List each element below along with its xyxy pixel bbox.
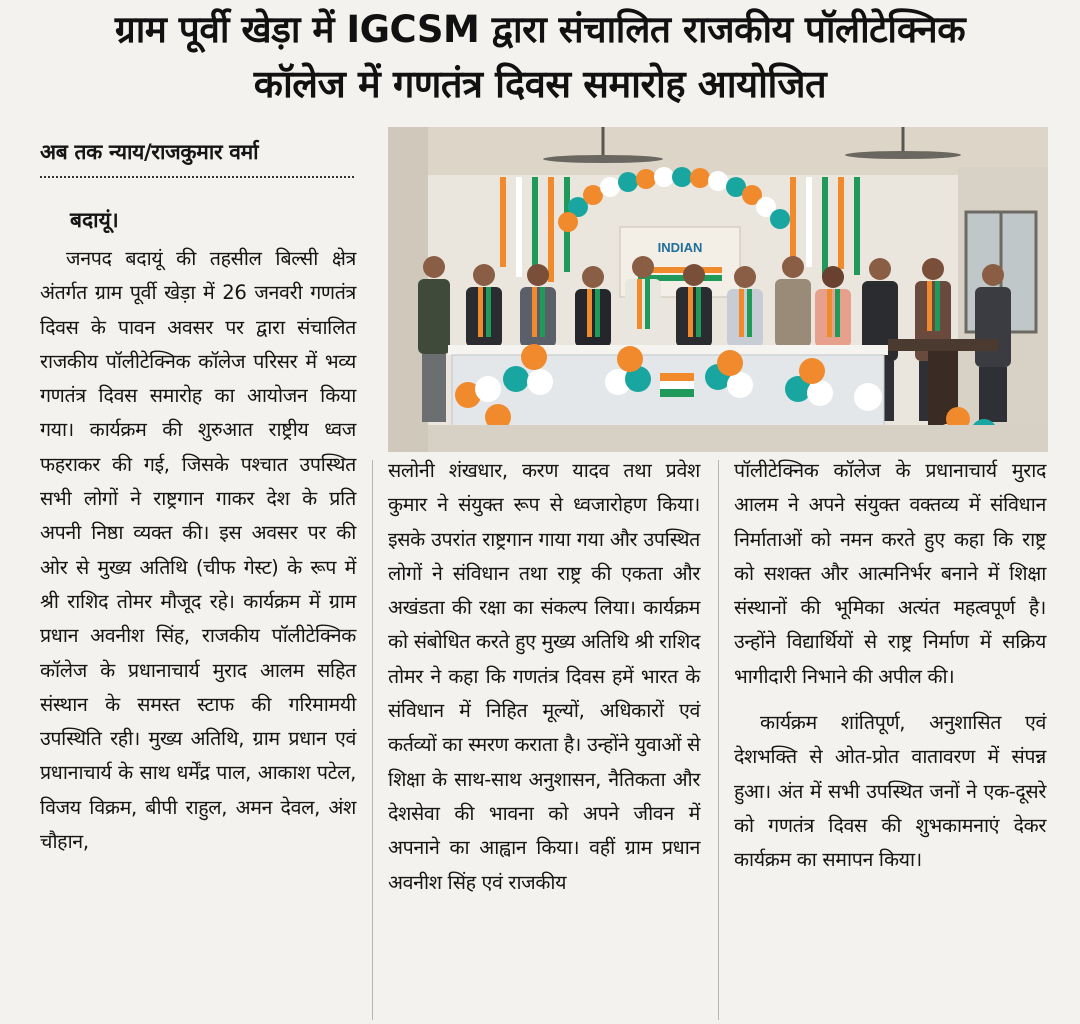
headline <box>0 4 1080 112</box>
article-paragraph: पॉलीटेक्निक कॉलेज के प्रधानाचार्य मुराद आलम ने अपने संयुक्त वक्तव्य में संविधान निर्माताओं को नमन करते हुए कहा कि राष्ट्र को सशक्त और आत्मनिर्भर बनाने में शिक्षा संस्थानों की भूमिका अत्यंत महत्वपूर्ण है। उन्होंने विद्यार्थियों से राष्ट्र निर्माण में सक्रिय भागीदारी निभाने की अपील की। <box>734 459 1046 688</box>
banner-text: INDIAN <box>657 240 703 255</box>
headline-line-1: ग्राम पूर्वी खेड़ा में IGCSM द्वारा संचालित राजकीय पॉलीटेक्निक <box>114 8 966 51</box>
article-column-1 <box>40 242 356 859</box>
article-paragraph: जनपद बदायूं की तहसील बिल्सी क्षेत्र अंतर्गत ग्राम पूर्वी खेड़ा में 26 जनवरी गणतंत्र दिवस के पावन अवसर पर द्वारा संचालित राजकीय पॉलीटेक्निक कॉलेज परिसर में भव्य गणतंत्र दिवस समारोह का आयोजन किया गया। कार्यक्रम की शुरुआत राष्ट्रीय ध्वज फहराकर की गई, जिसके पश्चात उपस्थित सभी लोगों ने राष्ट्रगान गाकर देश के प्रति अपनी निष्ठा व्यक्त की। इस अवसर पर की ओर से मुख्य अतिथि (चीफ गेस्ट) के रूप में श्री राशिद तोमर मौजूद रहे। कार्यक्रम में ग्राम प्रधान अवनीश सिंह, राजकीय पॉलीटेक्निक कॉलेज के प्रधानाचार्य मुराद आलम सहित संस्थान के समस्त स्टाफ की गरिमामयी उपस्थिति रही। मुख्य अतिथि, ग्राम प्रधान एवं प्रधानाचार्य के साथ धर्मेंद्र पाल, आकाश पटेल, विजय विक्रम, बीपी राहुल, अमन देवल, अंश चौहान, <box>40 247 356 854</box>
article-column-2 <box>388 454 700 900</box>
byline: अब तक न्याय/राजकुमार वर्मा <box>40 140 259 164</box>
flag-icon <box>660 373 694 397</box>
article-paragraph: सलोनी शंखधार, करण यादव तथा प्रवेश कुमार ने संयुक्त रूप से ध्वजारोहण किया। इसके उपरांत राष्ट्रगान गाया गया और उपस्थित लोगों ने संविधान तथा राष्ट्र की एकता और अखंडता की रक्षा का संकल्प लिया। कार्यक्रम को संबोधित करते हुए मुख्य अतिथि श्री राशिद तोमर ने कहा कि गणतंत्र दिवस हमें भारत के संविधान में निहित मूल्यों, अधिकारों एवं कर्तव्यों का स्मरण कराता है। उन्होंने युवाओं से शिक्षा के साथ-साथ अनुशासन, नैतिकता और देशसेवा की भावना को अपने जीवन में अपनाने का आह्वान किया। वहीं ग्राम प्रधान अवनीश सिंह एवं राजकीय <box>388 459 700 894</box>
dateline: बदायूं। <box>70 208 119 232</box>
article-column-3 <box>734 454 1046 878</box>
event-photo-illustration <box>388 127 1048 452</box>
byline-divider <box>40 176 354 178</box>
column-divider <box>372 460 373 1020</box>
event-photo <box>388 127 1048 452</box>
column-divider <box>718 460 719 1020</box>
article-paragraph: कार्यक्रम शांतिपूर्ण, अनुशासित एवं देशभक्ति से ओत-प्रोत वातावरण में संपन्न हुआ। अंत में सभी उपस्थित जनों ने एक-दूसरे को गणतंत्र दिवस की शुभकामनाएं देकर कार्यक्रम का समापन किया। <box>734 711 1046 872</box>
headline-line-2: कॉलेज में गणतंत्र दिवस समारोह आयोजित <box>253 62 827 106</box>
